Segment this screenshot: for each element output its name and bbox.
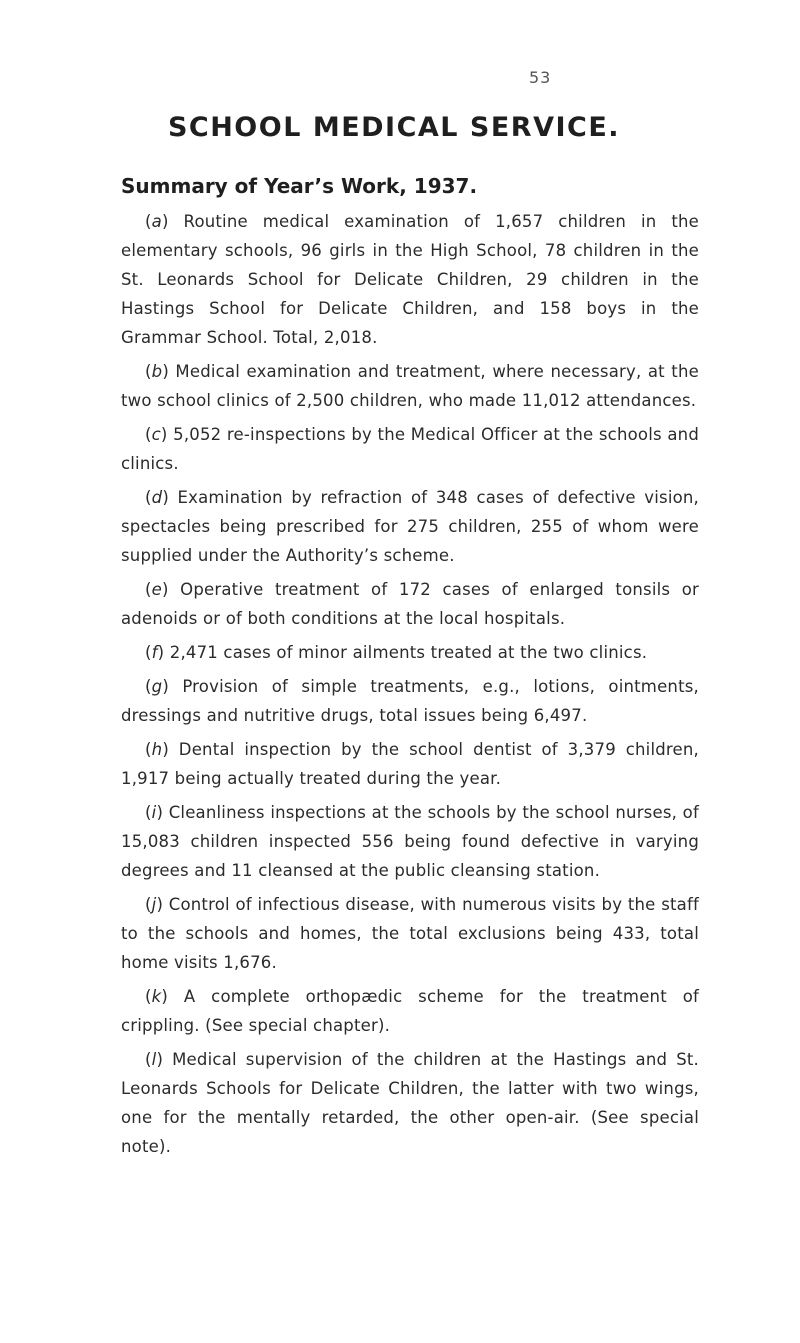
item-text: Medical supervision of the children at the Hastings and St. Leonards Schools for Delicate Children, the latter with two wings, one for the mentally retarded, the other open-air. (See special note). bbox=[121, 1050, 699, 1156]
item-letter: h bbox=[151, 740, 163, 759]
item-text: Cleanliness inspections at the schools by the school nurses, of 15,083 children inspected 556 being found defective in varying degrees and 11 cleansed at the public cleansing station. bbox=[121, 803, 699, 880]
summary-item-i: (i) Cleanliness inspections at the schools by the school nurses, of 15,083 children inspected 556 being found defective in varying degrees and 11 cleansed at the public cleansing station. bbox=[121, 803, 699, 880]
page-title: SCHOOL MEDICAL SERVICE. bbox=[167, 112, 621, 143]
item-letter: f bbox=[151, 643, 158, 662]
item-text: 5,052 re-inspections by the Medical Officer at the schools and clinics. bbox=[121, 425, 699, 473]
item-letter: b bbox=[151, 362, 163, 381]
summary-item-d: (d) Examination by refraction of 348 cases of defective vision, spectacles being prescribed for 275 children, 255 of whom were supplied under the Authority’s scheme. bbox=[121, 488, 699, 565]
item-letter: j bbox=[151, 895, 157, 914]
page-number: 53 bbox=[529, 68, 552, 87]
item-text: A complete orthopædic scheme for the treatment of crippling. (See special chapter). bbox=[121, 987, 699, 1035]
summary-item-f: (f) 2,471 cases of minor ailments treated at the two clinics. bbox=[145, 643, 648, 662]
summary-item-c: (c) 5,052 re-inspections by the Medical Officer at the schools and clinics. bbox=[121, 425, 699, 473]
item-text: 2,471 cases of minor ailments treated at the two clinics. bbox=[164, 643, 648, 662]
item-letter: i bbox=[151, 803, 157, 822]
item-text: Dental inspection by the school dentist of 3,379 children, 1,917 being actually treated during the year. bbox=[121, 740, 699, 788]
item-letter: g bbox=[151, 677, 163, 696]
section-subtitle: Summary of Year’s Work, 1937. bbox=[121, 174, 478, 198]
summary-item-h: (h) Dental inspection by the school dentist of 3,379 children, 1,917 being actually treated during the year. bbox=[121, 740, 699, 788]
summary-item-g: (g) Provision of simple treatments, e.g., lotions, ointments, dressings and nutritive drugs, total issues being 6,497. bbox=[121, 677, 699, 725]
summary-item-a: (a) Routine medical examination of 1,657 children in the elementary schools, 96 girls in the High School, 78 children in the St. Leonards School for Delicate Children, 29 children in the Hastings School for Delicate Children, and 158 boys in the Grammar School. Total, 2,018. bbox=[121, 212, 699, 347]
summary-item-k: (k) A complete orthopædic scheme for the treatment of crippling. (See special chapter). bbox=[121, 987, 699, 1035]
summary-item-e: (e) Operative treatment of 172 cases of enlarged tonsils or adenoids or of both conditions at the local hospitals. bbox=[121, 580, 699, 628]
summary-item-b: (b) Medical examination and treatment, where necessary, at the two school clinics of 2,500 children, who made 11,012 attendances. bbox=[121, 362, 699, 410]
item-letter: e bbox=[151, 580, 162, 599]
item-text: Provision of simple treatments, e.g., lotions, ointments, dressings and nutritive drugs, total issues being 6,497. bbox=[121, 677, 699, 725]
item-letter: l bbox=[151, 1050, 157, 1069]
item-text: Operative treatment of 172 cases of enlarged tonsils or adenoids or of both conditions at the local hospitals. bbox=[121, 580, 699, 628]
item-text: Examination by refraction of 348 cases of defective vision, spectacles being prescribed for 275 children, 255 of whom were supplied under the Authority’s scheme. bbox=[121, 488, 699, 565]
item-letter: c bbox=[151, 425, 161, 444]
summary-item-l: (l) Medical supervision of the children at the Hastings and St. Leonards Schools for Delicate Children, the latter with two wings, one for the mentally retarded, the other open-air. (See special note). bbox=[121, 1050, 699, 1156]
item-letter: a bbox=[151, 212, 162, 231]
item-text: Routine medical examination of 1,657 children in the elementary schools, 96 girls in the High School, 78 children in the St. Leonards School for Delicate Children, 29 children in the Hastings School for Delicate Children, and 158 boys in the Grammar School. Total, 2,018. bbox=[121, 212, 699, 347]
item-text: Control of infectious disease, with numerous visits by the staff to the schools and homes, the total exclusions being 433, total home visits 1,676. bbox=[121, 895, 699, 972]
summary-item-j: (j) Control of infectious disease, with numerous visits by the staff to the schools and homes, the total exclusions being 433, total home visits 1,676. bbox=[121, 895, 699, 972]
item-letter: k bbox=[151, 987, 162, 1006]
item-letter: d bbox=[151, 488, 163, 507]
summary-list bbox=[121, 207, 699, 1166]
item-text: Medical examination and treatment, where necessary, at the two school clinics of 2,500 children, who made 11,012 attendances. bbox=[121, 362, 699, 410]
